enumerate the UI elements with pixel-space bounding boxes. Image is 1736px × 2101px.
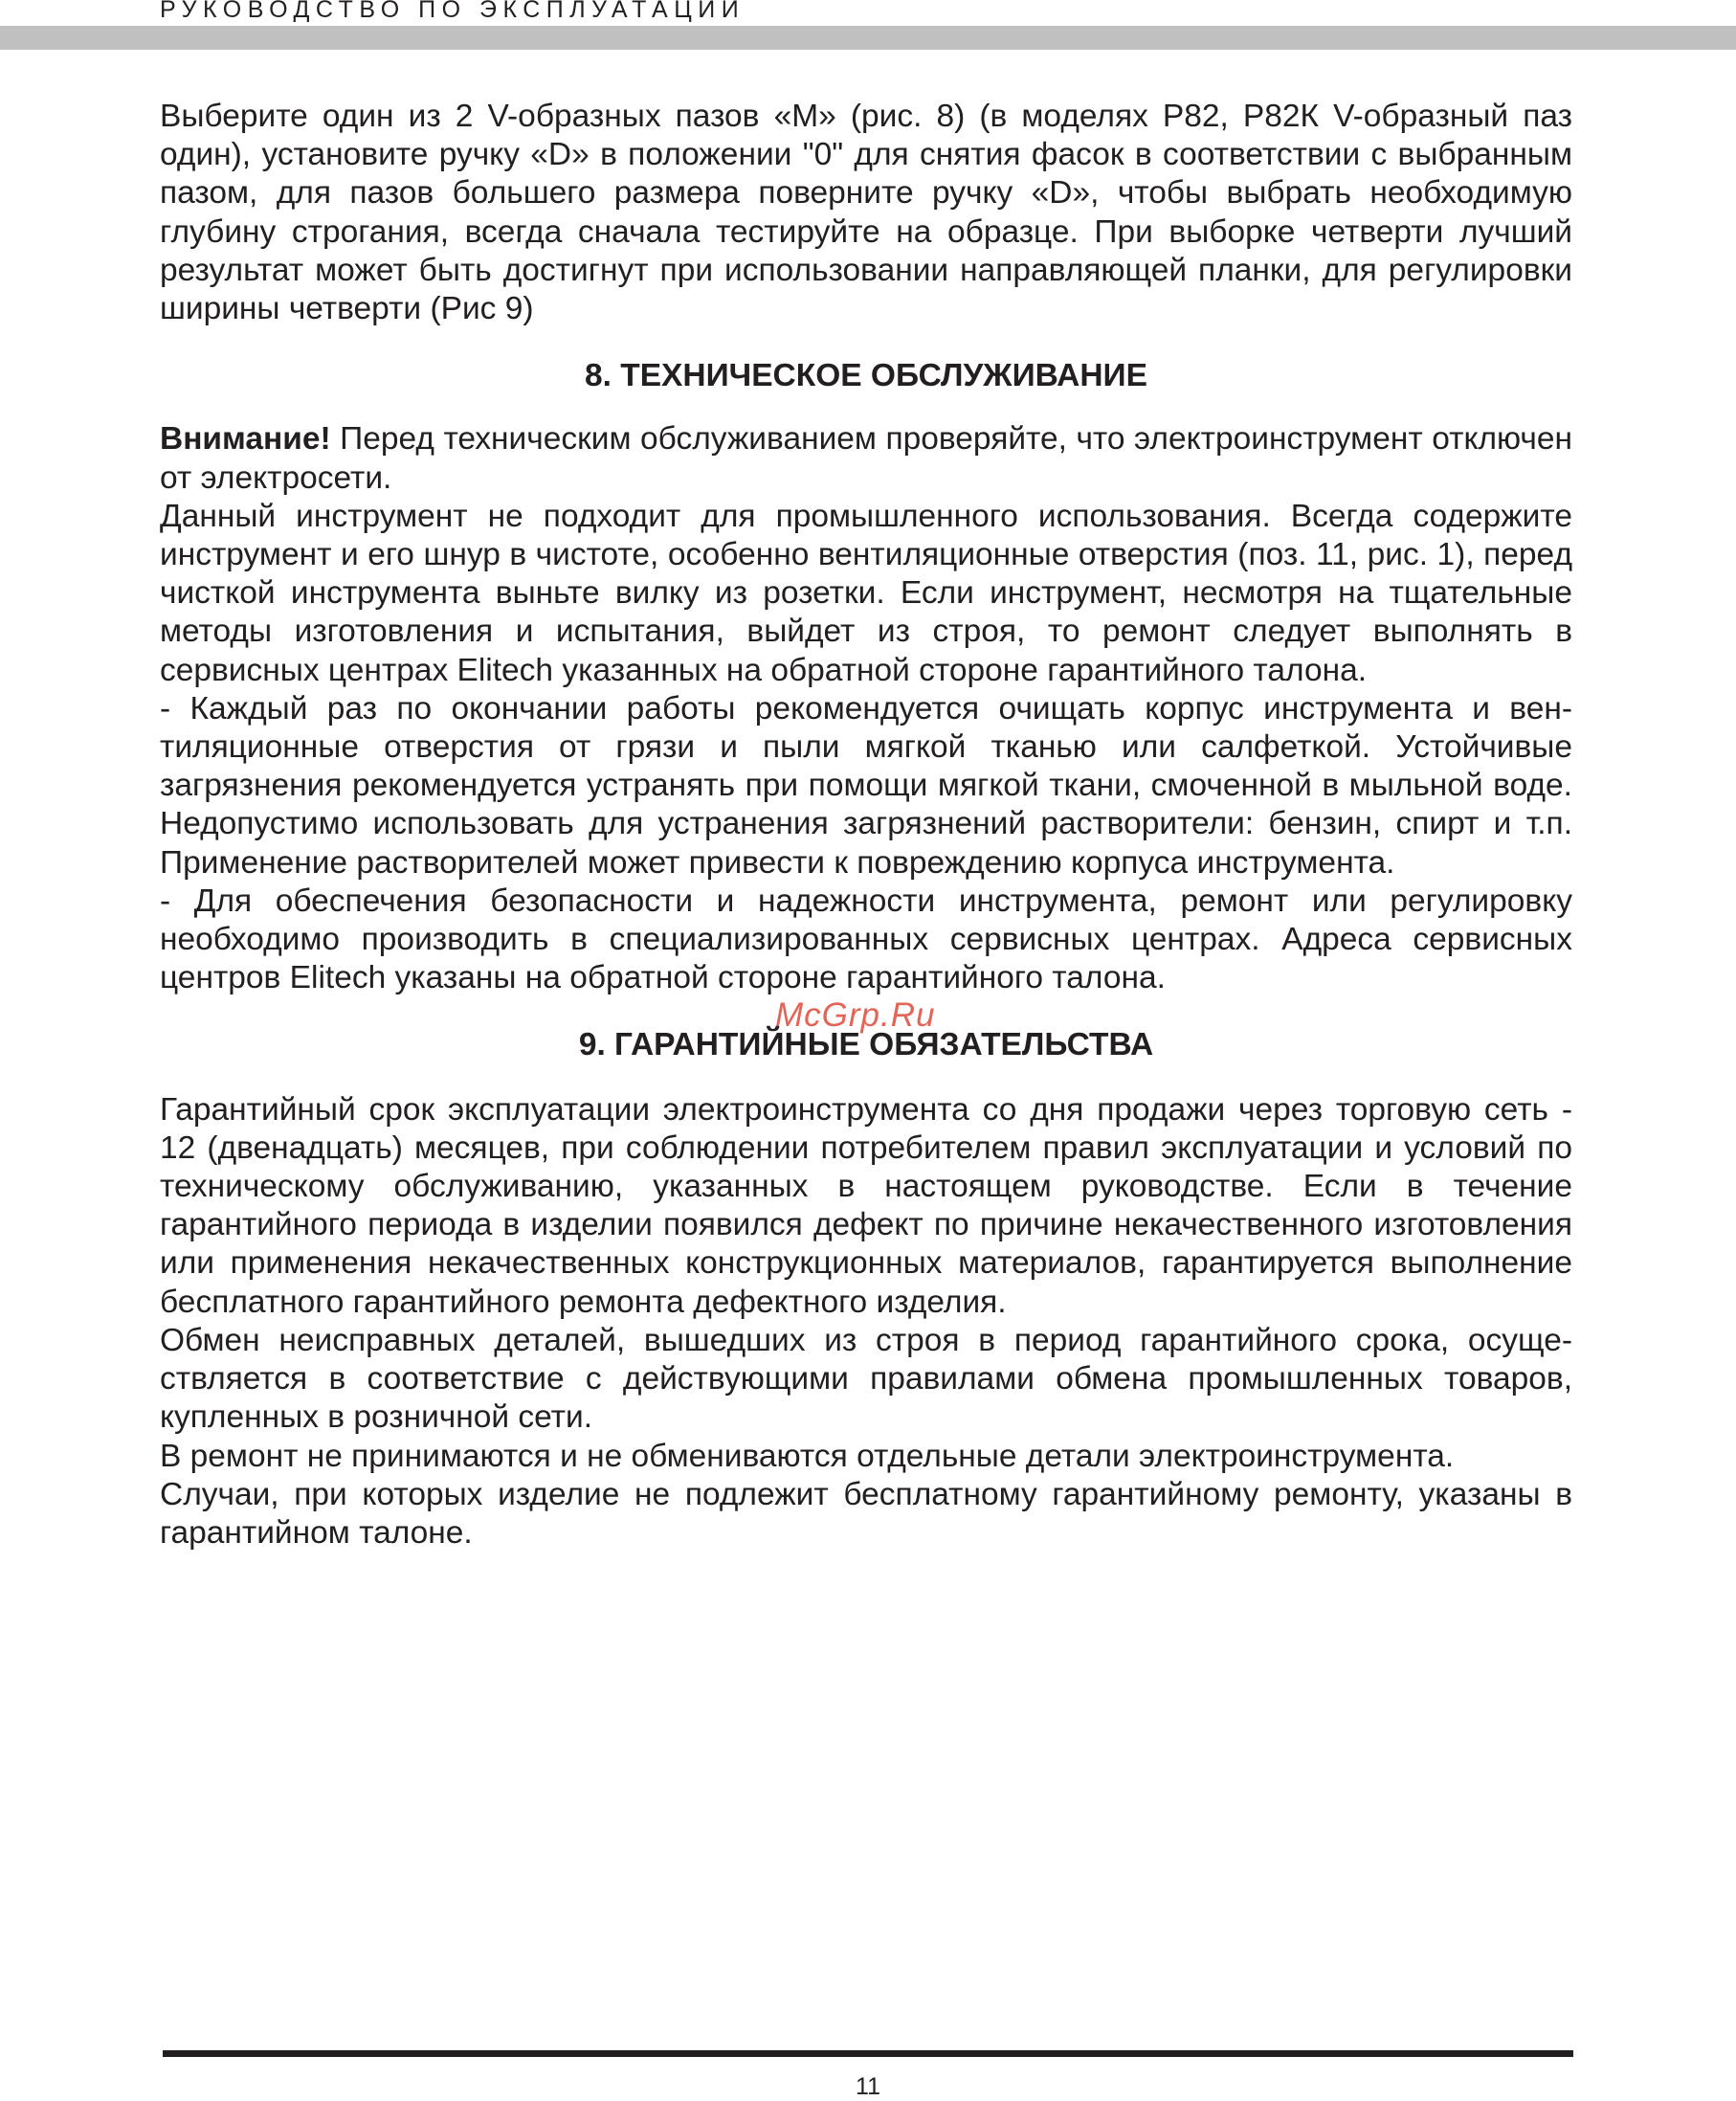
section-9-title: 9. ГАРАНТИЙНЫЕ ОБЯЗАТЕЛЬСТВА — [578, 1027, 1154, 1063]
running-header: РУКОВОДСТВО ПО ЭКСПЛУАТАЦИИ — [160, 0, 746, 23]
page-number: 11 — [856, 2073, 880, 2100]
warranty-paragraph-1: Гарантийный срок эксплуатации электроинструмента со дня продажи через торговую сеть - 12 (двенадцать) месяцев, при соблюдении потребителем правил эксплуатации и условий по техническому обслуживанию, указанных в настоящем руководстве. Если в течение гарантийного периода в изделии появился дефект по причине некачественного изготовления или применения некачественных конструкционных материалов, гарантируется выполнение бесплатного гарантийного ремонта дефектного изделия. — [160, 1091, 1572, 1320]
maintenance-paragraph-3: - Для обеспечения безопасности и надежности инструмента, ремонт или регулировку необходимо производить в специализированных сервисных центрах. Адреса сервисных центров Elitech указаны на обратной стороне гарантийного талона. — [160, 883, 1572, 996]
maintenance-paragraph-1: Данный инструмент не подходит для промышленного использования. Всегда содержите инструмент и его шнур в чистоте, особенно вентиляционные отверстия (поз. 11, рис. 1), перед чисткой инструмента выньте вилку из розетки. Если инструмент, несмотря на тщательные методы изготовления и испытания, выйдет из строя, то ремонт следует выполнять в сервисных центрах Elitech указанных на обратной стороне гарантийного талона. — [160, 498, 1572, 688]
warning-label: Внимание! — [160, 421, 331, 458]
warranty-paragraph-3: В ремонт не принимаются и не обмениваются отдельные детали электроинструмента. — [160, 1438, 1455, 1474]
page-content — [160, 98, 1572, 1553]
watermark: McGrp.Ru — [775, 996, 936, 1034]
warning-text: Перед техническим обслуживанием проверяйте, что электроинструмент отключен от электросети. — [160, 421, 1572, 496]
intro-paragraph: Выберите один из 2 V-образных пазов «М» (рис. 8) (в моделях Р82, Р82К V-образный паз один), установите ручку «D» в положении "0" для снятия фасок в соответствии с выбранным пазом, для пазов большего размера поверните ручку «D», чтобы выбрать необходимую глубину строгания, всегда сначала тестируйте на образце. При выборке четверти лучший результат может быть достигнут при использовании направляющей планки, для регулировки ширины четверти (Рис 9) — [160, 99, 1572, 327]
warranty-paragraph-4: Случаи, при которых изделие не подлежит бесплатному гарантийному ремонту, указаны в гарантийном талоне. — [160, 1476, 1572, 1551]
footer-rule — [163, 2050, 1573, 2057]
maintenance-paragraph-2: - Каждый раз по окончании работы рекомендуется очищать корпус инструмента и вентиляционные отверстия от грязи и пыли мягкой тканью или салфеткой. Устойчивые загрязнения рекомендуется устранять при помощи мягкой ткани, смоченной в мыльной воде. Недопустимо использовать для устранения загрязнений растворители: бензин, спирт и т.п. Применение растворителей может привести к повреждению корпуса инструмента. — [160, 690, 1572, 881]
header-bar — [0, 26, 1736, 50]
warning-paragraph — [160, 420, 1572, 497]
warranty-paragraph-2: Обмен неисправных деталей, вышедших из строя в период гарантийного срока, осуществляется в соответствие с действующими правилами обмена промышленных товаров, купленных в розничной сети. — [160, 1322, 1572, 1436]
section-8-title: 8. ТЕХНИЧЕСКОЕ ОБСЛУЖИВАНИЕ — [585, 358, 1147, 394]
